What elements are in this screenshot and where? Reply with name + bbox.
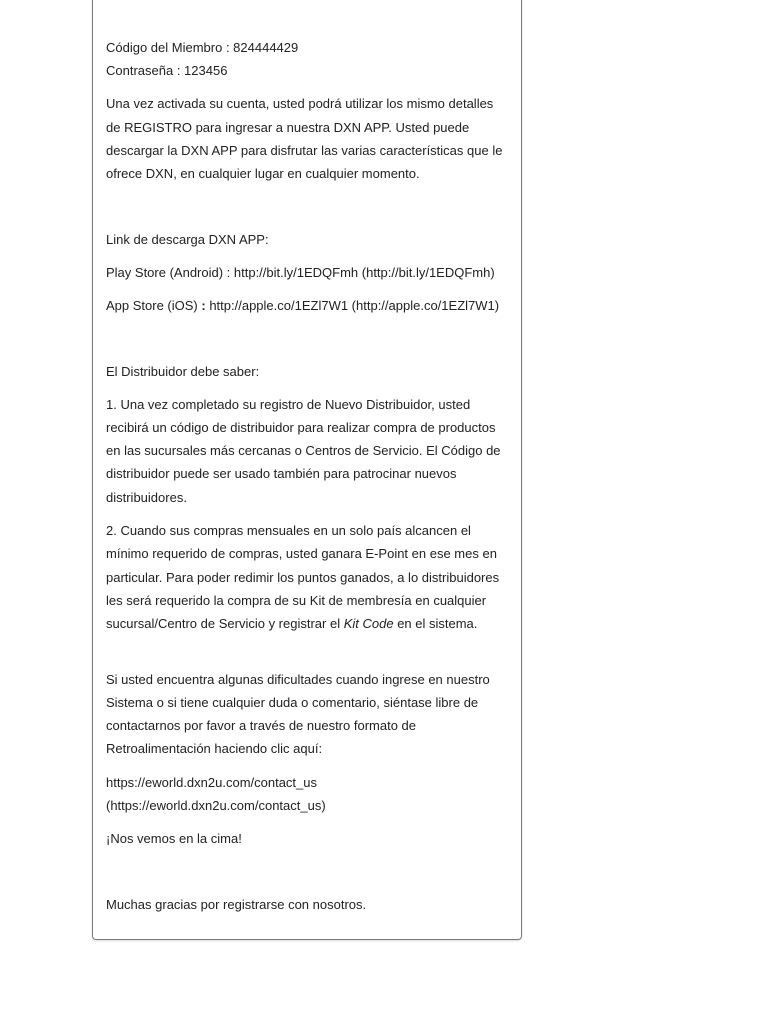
contact-url-paren[interactable]: (https://eworld.dxn2u.com/contact_us) (106, 798, 326, 813)
contact-line: contactarnos por favor a través de nuestro formato de (106, 718, 417, 733)
point2-line: 2. Cuando sus compras mensuales en un solo país alcancen el (106, 523, 471, 538)
download-heading: Link de descarga DXN APP: (106, 232, 269, 247)
point2-last-prefix: sucursal/Centro de Servicio y registrar el (106, 616, 344, 631)
point2-line: mínimo requerido de compras, usted ganara E-Point en ese mes en (106, 546, 497, 561)
see-you-text: ¡Nos vemos en la cima! (106, 831, 242, 846)
app-store-label: App Store (iOS) (106, 298, 202, 313)
play-store-link[interactable]: Play Store (Android) : http://bit.ly/1EDQFmh (http://bit.ly/1EDQFmh) (106, 265, 495, 280)
kit-code-emphasis: Kit Code (343, 616, 394, 631)
point2-last-suffix: en el sistema. (393, 616, 478, 631)
intro-line: Una vez activada su cuenta, usted podrá utilizar los mismo detalles (106, 96, 494, 111)
point2-line: les será requerido la compra de su Kit de membresía en cualquier (106, 593, 487, 608)
point1-line: distribuidor puede ser usado también para patrocinar nuevos (106, 466, 457, 481)
password-text: Contraseña : 123456 (106, 63, 228, 78)
thanks-text: Muchas gracias por registrarse con nosotros. (106, 897, 367, 912)
app-store-link[interactable]: http://apple.co/1EZl7W1 (http://apple.co/1EZl7W1) (205, 298, 500, 313)
point1-line: distribuidores. (106, 490, 187, 505)
point1-line: en las sucursales más cercanas o Centros de Servicio. El Código de (106, 443, 501, 458)
contact-line: Si usted encuentra algunas dificultades cuando ingrese en nuestro (106, 672, 490, 687)
point2-line (106, 612, 516, 635)
intro-line: de REGISTRO para ingresar a nuestra DXN APP. Usted puede (106, 120, 470, 135)
intro-line: ofrece DXN, en cualquier lugar en cualquier momento. (106, 166, 420, 181)
app-store-line[interactable] (106, 294, 516, 317)
app-store-colon: : (201, 298, 206, 313)
point1-line: recibirá un código de distribuidor para realizar compra de productos (106, 420, 496, 435)
member-code-text: Código del Miembro : 824444429 (106, 40, 299, 55)
intro-line: descargar la DXN APP para disfrutar las varias características que le (106, 143, 503, 158)
contact-line: Retroalimentación haciendo clic aquí: (106, 741, 323, 756)
point2-line: particular. Para poder redimir los puntos ganados, a lo distribuidores (106, 570, 500, 585)
distributor-heading: El Distribuidor debe saber: (106, 364, 260, 379)
contact-line: Sistema o si tiene cualquier duda o comentario, siéntase libre de (106, 695, 479, 710)
contact-url-link[interactable]: https://eworld.dxn2u.com/contact_us (106, 775, 318, 790)
point1-line: 1. Una vez completado su registro de Nuevo Distribuidor, usted (106, 397, 471, 412)
